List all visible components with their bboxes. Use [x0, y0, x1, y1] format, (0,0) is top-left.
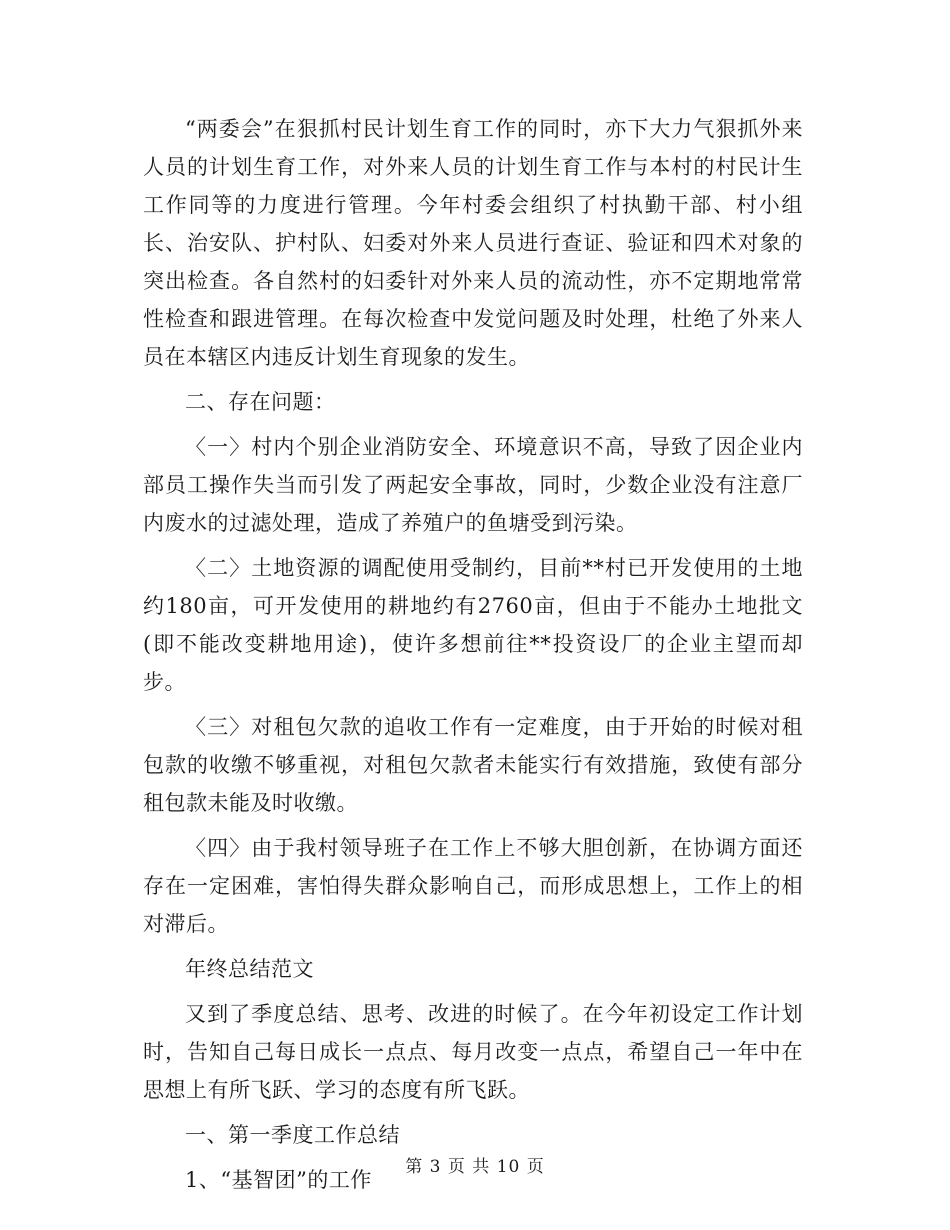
paragraph-intro: 又到了季度总结、思考、改进的时候了。在今年初设定工作计划时，告知自己每日成长一点点、每月改变一点点，希望自己一年中在思想上有所飞跃、学习的态度有所飞跃。	[143, 1002, 803, 1102]
paragraph-problem-1: 〈一〉村内个别企业消防安全、环境意识不高，导致了因企业内部员工操作失当而引发了两起安全事故，同时，少数企业没有注意厂内废水的过滤处理，造成了养殖户的鱼塘受到污染。	[143, 435, 803, 535]
paragraph-problem-3: 〈三〉对租包欠款的追收工作有一定难度，由于开始的时候对租包款的收缴不够重视，对租包欠款者未能实行有效措施，致使有部分租包款未能及时收缴。	[143, 715, 803, 815]
paragraph-family-planning: “两委会”在狠抓村民计划生育工作的同时，亦下大力气狠抓外来人员的计划生育工作，对外来人员的计划生育工作与本村的村民计生工作同等的力度进行管理。今年村委会组织了村执勤干部、村小组长、治安队、护村队、妇委对外来人员进行查证、验证和四术对象的突出检查。各自然村的妇委针对外来人员的流动性，亦不定期地常常性检查和跟进管理。在每次检查中发觉问题及时处理，杜绝了外来人员在本辖区内违反计划生育现象的发生。	[143, 117, 803, 369]
page-number-label: 第 3 页 共 10 页	[405, 1157, 545, 1177]
page-footer	[0, 1152, 950, 1177]
heading-existing-problems: 二、存在问题：	[185, 390, 336, 414]
document-body	[143, 110, 803, 1199]
heading-year-end-summary: 年终总结范文	[185, 957, 314, 981]
heading-jizhituan-work: 1、“基智团”的工作	[185, 1168, 372, 1192]
paragraph-problem-4: 〈四〉由于我村领导班子在工作上不够大胆创新，在协调方面还存在一定困难，害怕得失群众影响自己，而形成思想上，工作上的相对滞后。	[143, 836, 803, 936]
heading-q1-summary: 一、第一季度工作总结	[185, 1123, 400, 1147]
paragraph-problem-2: 〈二〉土地资源的调配使用受制约，目前**村已开发使用的土地约180亩，可开发使用的耕地约有2760亩，但由于不能办土地批文(即不能改变耕地用途)，使许多想前往**投资设厂的企业主望而却步。	[143, 556, 803, 694]
